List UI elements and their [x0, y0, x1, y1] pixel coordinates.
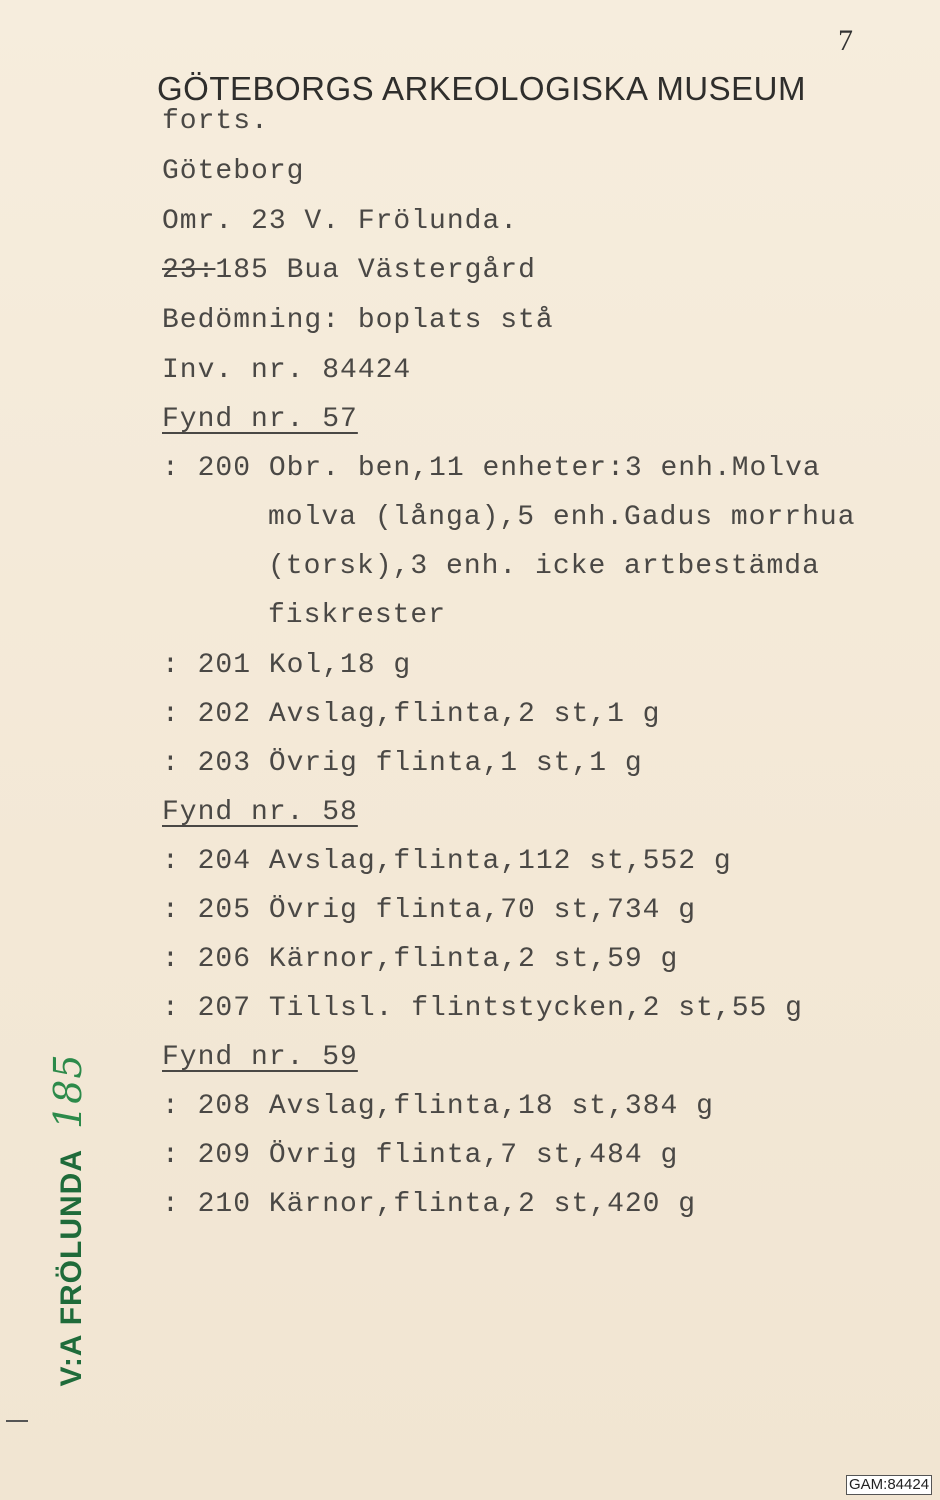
find-entry: : 204 Avslag,flinta,112 st,552 g: [162, 846, 732, 877]
find-heading-59: Fynd nr. 59: [162, 1042, 358, 1073]
find-heading-57: Fynd nr. 57: [162, 404, 358, 435]
assessment-line: Bedömning: boplats stå: [162, 305, 554, 336]
site-name: 185 Bua Västergård: [215, 255, 536, 286]
inventory-line: Inv. nr. 84424: [162, 355, 412, 386]
edge-mark: [6, 1420, 28, 1422]
area-line: Omr. 23 V. Frölunda.: [162, 206, 519, 237]
find-entry: : 210 Kärnor,flinta,2 st,420 g: [162, 1189, 697, 1220]
find-entry: molva (långa),5 enh.Gadus morrhua: [268, 502, 856, 533]
find-entry: : 203 Övrig flinta,1 st,1 g: [162, 748, 643, 779]
city-line: Göteborg: [162, 156, 305, 187]
archive-id-label: GAM:84424: [846, 1475, 932, 1495]
find-entry: : 209 Övrig flinta,7 st,484 g: [162, 1140, 679, 1171]
find-entry: (torsk),3 enh. icke artbestämda: [268, 551, 820, 582]
find-entry: : 202 Avslag,flinta,2 st,1 g: [162, 699, 661, 730]
find-entry: : 206 Kärnor,flinta,2 st,59 g: [162, 944, 679, 975]
museum-header: GÖTEBORGS ARKEOLOGISKA MUSEUM: [157, 70, 806, 107]
find-entry: : 205 Övrig flinta,70 st,734 g: [162, 895, 697, 926]
find-heading-58: Fynd nr. 58: [162, 797, 358, 828]
find-entry: : 208 Avslag,flinta,18 st,384 g: [162, 1091, 714, 1122]
forts-line: forts.: [162, 106, 269, 137]
stamp-text: V:A FRÖLUNDA: [55, 1148, 88, 1387]
side-stamp: [28, 1040, 108, 1400]
find-entry: : 207 Tillsl. flintstycken,2 st,55 g: [162, 993, 803, 1024]
find-entry: : 200 Obr. ben,11 enheter:3 enh.Molva: [162, 453, 821, 484]
find-entry: fiskrester: [268, 600, 447, 631]
site-line: [162, 255, 536, 286]
struck-prefix: 23:: [162, 255, 216, 286]
find-entry: : 201 Kol,18 g: [162, 650, 412, 681]
handwritten-number: 185: [46, 1053, 90, 1129]
page-number: 7: [838, 24, 853, 57]
